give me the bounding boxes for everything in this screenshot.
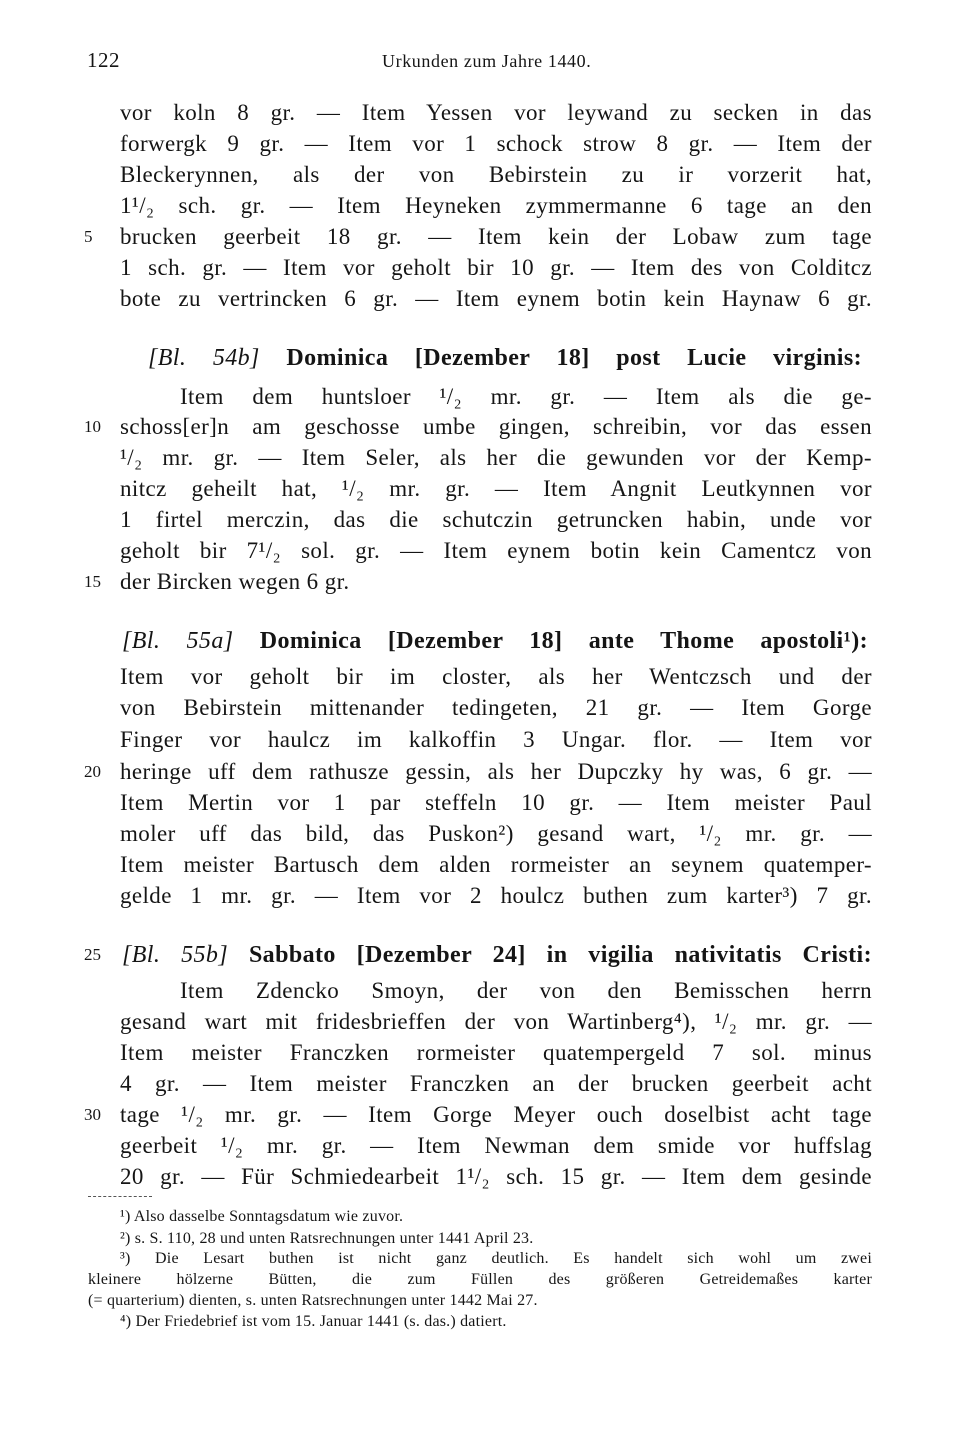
text-line: vor koln 8 gr. — Item Yessen vor leywand zu secken in das: [120, 100, 872, 125]
section-heading: [122, 939, 872, 971]
text-line: geholt bir 7¹/₂ sol. gr. — Item eynem botin kein Camentcz von: [120, 538, 872, 563]
text-line: schoss[er]n am geschosse umbe gingen, schreibin, vor das essen: [120, 414, 872, 439]
text-line: Item dem huntsloer ¹/₂ mr. gr. — Item als die ge-: [180, 384, 872, 409]
folio-reference: [Bl. 55b]: [122, 942, 229, 968]
text-line: gelde 1 mr. gr. — Item vor 2 houlcz buthen zum karter³) 7 gr.: [120, 883, 872, 908]
text-line: Item Zdencko Smoyn, der von den Bemisschen herrn: [180, 978, 872, 1003]
text-line: nitcz geheilt hat, ¹/₂ mr. gr. — Item Angnit Leutkynnen vor: [120, 476, 872, 501]
footnote-continuation: kleinere hölzerne Bütten, die zum Füllen des größeren Getreidemaßes karter: [88, 1271, 872, 1288]
footnote: ⁴) Der Friedebrief ist vom 15. Januar 1441 (s. das.) datiert.: [120, 1313, 507, 1330]
line-number: 5: [84, 227, 93, 246]
footnote-continuation: (= quarterium) dienten, s. unten Ratsrechnungen unter 1442 Mai 27.: [88, 1292, 538, 1309]
section-heading: [122, 625, 868, 657]
page-number: 122: [87, 48, 120, 72]
text-line: Item vor geholt bir im closter, als her Wentczsch und der: [120, 664, 872, 689]
text-line: moler uff das bild, das Puskon²) gesand wart, ¹/₂ mr. gr. —: [120, 821, 872, 846]
heading-title: Dominica [Dezember 18] ante Thome apostoli¹):: [259, 628, 869, 654]
text-line: brucken geerbeit 18 gr. — Item kein der Lobaw zum tage: [120, 224, 872, 249]
line-number: 20: [84, 762, 101, 781]
text-line: gesand wart mit fridesbrieffen der von Wartinberg⁴), ¹/₂ mr. gr. —: [120, 1009, 872, 1034]
text-line: Item meister Franczken rormeister quatempergeld 7 sol. minus: [120, 1040, 872, 1065]
text-line: ¹/₂ mr. gr. — Item Seler, als her die gewunden vor der Kemp-: [120, 445, 872, 470]
text-line: 1 sch. gr. — Item vor geholt bir 10 gr. — Item des von Colditcz: [120, 255, 872, 280]
footnote: ²) s. S. 110, 28 und unten Ratsrechnungen unter 1441 April 23.: [120, 1230, 534, 1247]
text-line: 4 gr. — Item meister Franczken an der brucken geerbeit acht: [120, 1071, 872, 1096]
text-line: 20 gr. — Für Schmiedearbeit 1¹/₂ sch. 15 gr. — Item dem gesinde: [120, 1164, 872, 1189]
text-line: Item Mertin vor 1 par steffeln 10 gr. — Item meister Paul: [120, 790, 872, 815]
text-line: forwergk 9 gr. — Item vor 1 schock strow 8 gr. — Item der: [120, 131, 872, 156]
folio-reference: [Bl. 54b]: [148, 345, 260, 371]
text-line: bote zu vertrincken 6 gr. — Item eynem botin kein Haynaw 6 gr.: [120, 286, 872, 311]
line-number: 15: [84, 572, 101, 591]
folio-reference: [Bl. 55a]: [122, 628, 234, 654]
footnote: ³) Die Lesart buthen ist nicht ganz deutlich. Es handelt sich wohl um zwei: [120, 1250, 872, 1267]
text-line: Item meister Bartusch dem alden rormeister an seynem quatemper-: [120, 852, 872, 877]
text-line: 1¹/₂ sch. gr. — Item Heyneken zymmermanne 6 tage an den: [120, 193, 872, 218]
text-line: heringe uff dem rathusze gessin, als her Dupczky hy was, 6 gr. —: [120, 759, 872, 784]
section-heading: [148, 342, 862, 374]
text-line: geerbeit ¹/₂ mr. gr. — Item Newman dem smide vor huffslag: [120, 1133, 872, 1158]
footnote-rule: [88, 1196, 152, 1197]
footnote: ¹) Also dasselbe Sonntagsdatum wie zuvor.: [120, 1208, 404, 1225]
heading-title: Sabbato [Dezember 24] in vigilia nativitatis Cristi:: [248, 942, 872, 968]
line-number: 10: [84, 417, 101, 436]
line-number: 25: [84, 945, 101, 964]
text-line: Bleckerynnen, als der von Bebirstein zu ir vorzerit hat,: [120, 162, 872, 187]
text-line: der Bircken wegen 6 gr.: [120, 569, 350, 594]
line-number: 30: [84, 1105, 101, 1124]
text-line: von Bebirstein mittenander tedingeten, 21 gr. — Item Gorge: [120, 695, 872, 720]
text-line: 1 firtel merczin, das die schutczin getruncken habin, unde vor: [120, 507, 872, 532]
running-title: Urkunden zum Jahre 1440.: [382, 51, 592, 71]
heading-title: Dominica [Dezember 18] post Lucie virginis:: [286, 345, 862, 371]
text-line: Finger vor haulcz im kalkoffin 3 Ungar. flor. — Item vor: [120, 727, 872, 752]
text-line: tage ¹/₂ mr. gr. — Item Gorge Meyer ouch doselbist acht tage: [120, 1102, 872, 1127]
